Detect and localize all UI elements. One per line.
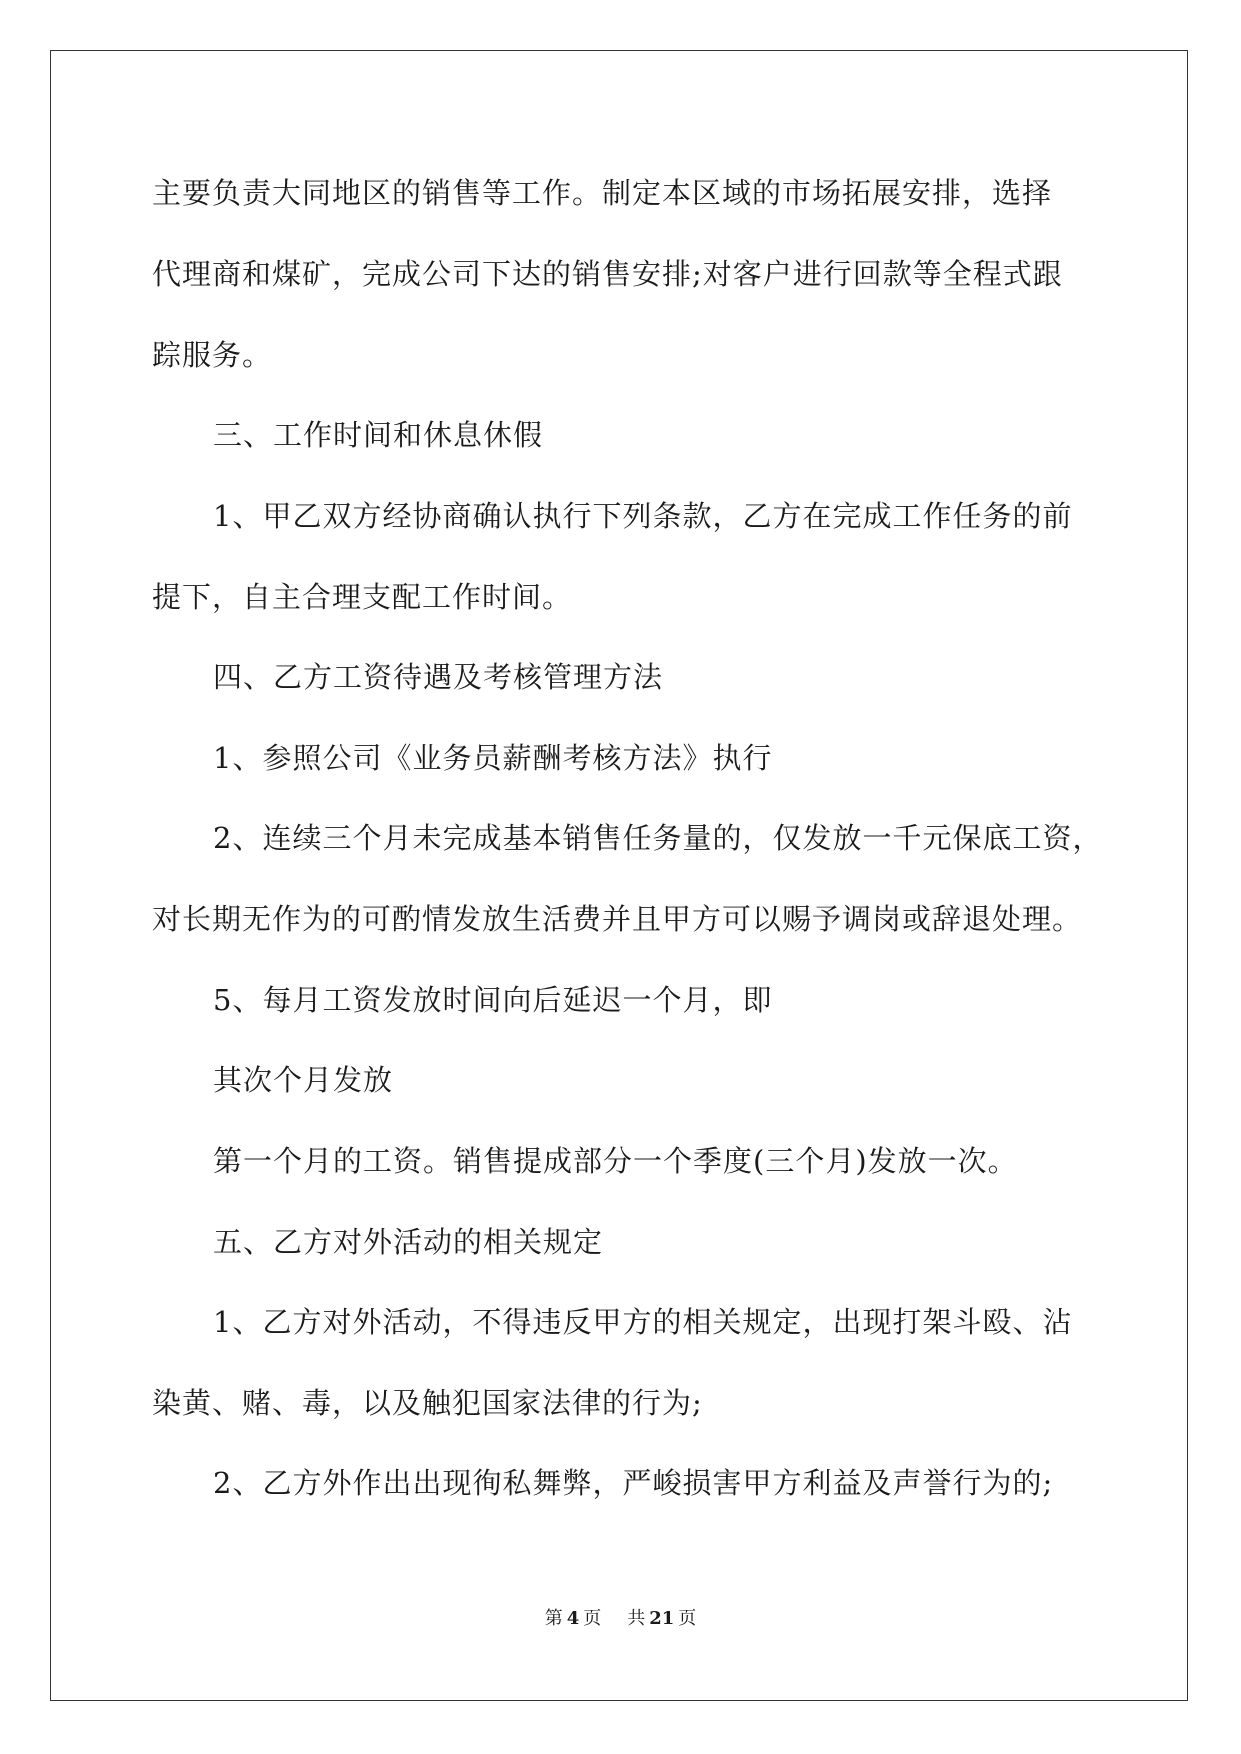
body-line-2: 代理商和煤矿，完成公司下达的销售安排;对客户进行回款等全程式跟 [152, 257, 1063, 291]
footer-page-number: 4 [566, 1608, 580, 1629]
body-line-9: 2、连续三个月未完成基本销售任务量的，仅发放一千元保底工资， [213, 821, 1103, 855]
body-line-16: 染黄、赌、毒，以及触犯国家法律的行为; [152, 1386, 703, 1420]
body-line-6: 提下，自主合理支配工作时间。 [152, 580, 573, 614]
body-line-12: 其次个月发放 [213, 1063, 394, 1097]
section-heading-5: 五、乙方对外活动的相关规定 [213, 1225, 604, 1259]
body-line-5: 1、甲乙双方经协商确认执行下列条款，乙方在完成工作任务的前 [213, 499, 1073, 533]
body-line-3: 踪服务。 [152, 338, 273, 372]
footer-page-suffix: 页 [583, 1608, 602, 1629]
body-line-13: 第一个月的工资。销售提成部分一个季度(三个月)发放一次。 [213, 1144, 1018, 1178]
body-line-8: 1、参照公司《业务员薪酬考核方法》执行 [213, 741, 773, 775]
body-line-1: 主要负责大同地区的销售等工作。制定本区域的市场拓展安排，选择 [152, 176, 1053, 210]
footer-page-prefix: 第 [544, 1608, 563, 1629]
body-line-11: 5、每月工资发放时间向后延迟一个月，即 [213, 983, 773, 1017]
section-heading-4: 四、乙方工资待遇及考核管理方法 [213, 660, 664, 694]
footer-total-prefix: 共 [627, 1608, 646, 1629]
footer-total-pages: 21 [649, 1608, 675, 1629]
section-heading-3: 三、工作时间和休息休假 [213, 418, 544, 452]
footer-total-suffix: 页 [678, 1608, 697, 1629]
page-border [50, 50, 1188, 1701]
body-line-15: 1、乙方对外活动，不得违反甲方的相关规定，出现打架斗殴、沾 [213, 1305, 1073, 1339]
body-line-10: 对长期无作为的可酌情发放生活费并且甲方可以赐予调岗或辞退处理。 [152, 902, 1083, 936]
body-line-17: 2、乙方外作出出现徇私舞弊，严峻损害甲方利益及声誉行为的; [213, 1466, 1054, 1500]
page-footer [0, 1604, 1241, 1630]
